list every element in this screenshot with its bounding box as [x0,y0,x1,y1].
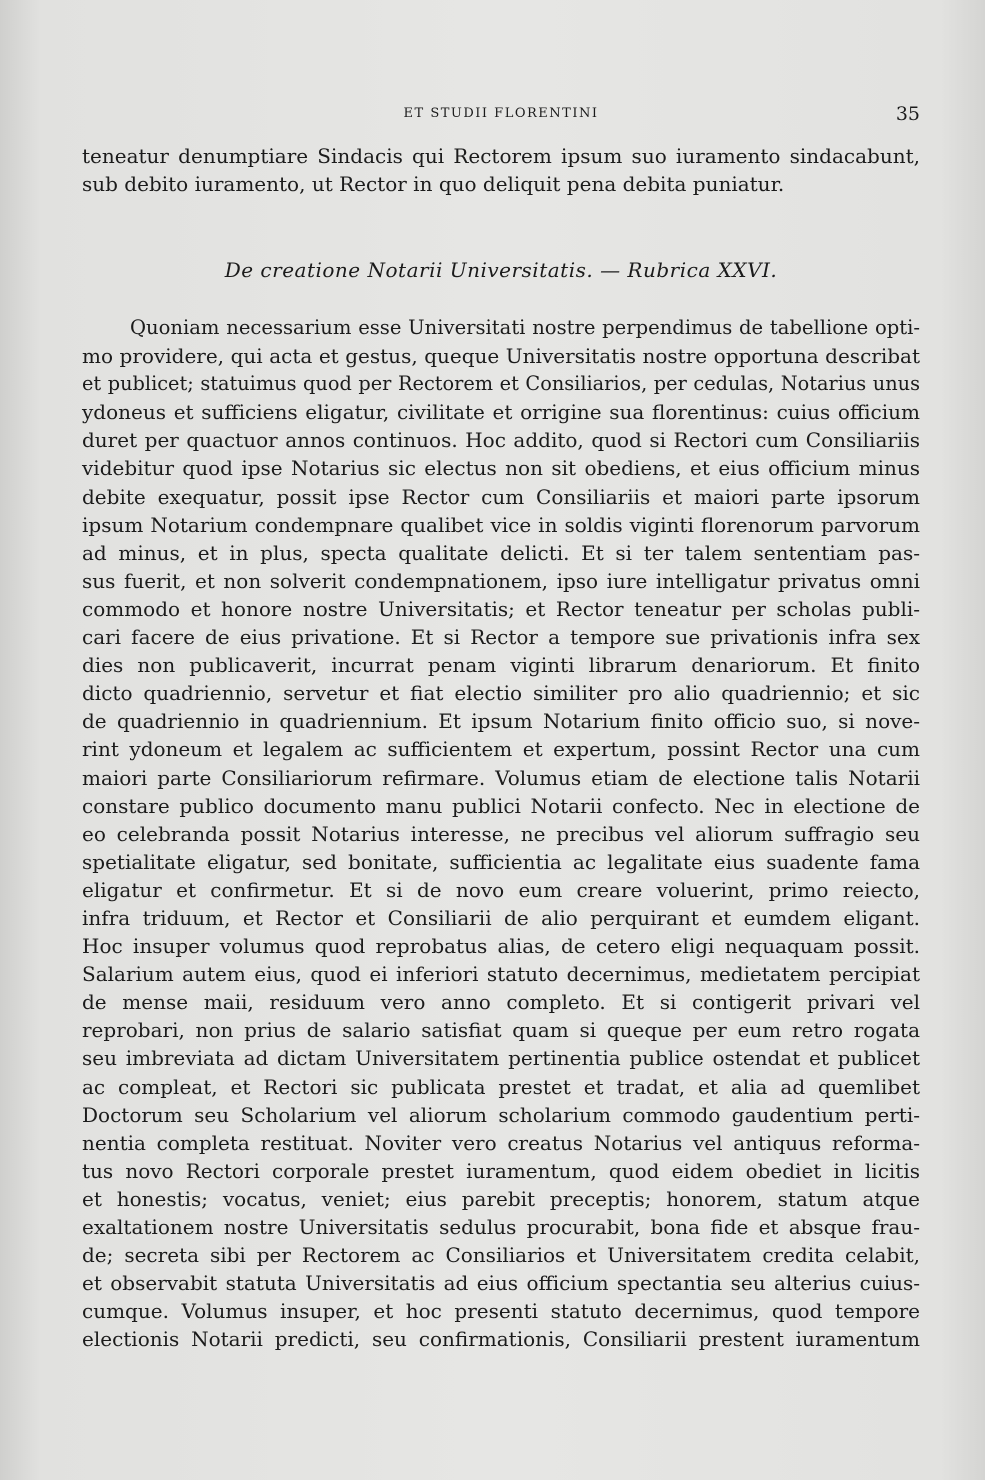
text-line: Quoniam necessarium esse Universitati nostre perpendimus de tabellione opti- [130,316,920,339]
text-line: de quadriennio in quadriennium. Et ipsum Notarium finito officio suo, si nove- [82,709,920,734]
text-line: rint ydoneum et legalem ac sufficientem et expertum, possint Rector una cum [82,737,920,762]
text-line: ydoneus et sufficiens eligatur, civilitate et orrigine sua florentinus: cuius officium [82,400,920,425]
text-line: Doctorum seu Scholarium vel aliorum scholarium commodo gaudentium perti- [82,1102,920,1127]
text-line: ad minus, et in plus, specta qualitate delicti. Et si ter talem sententiam pas- [82,540,920,565]
text-line: cari facere de eius privatione. Et si Rector a tempore sue privationis infra sex [82,625,920,650]
text-line: duret per quactuor annos continuos. Hoc addito, quod si Rectori cum Consiliariis [82,428,920,453]
text-line: electionis Notarii predicti, seu confirmationis, Consiliarii prestent iuramentum [82,1327,920,1352]
text-line: videbitur quod ipse Notarius sic electus non sit obediens, et eius officium minus [82,456,920,481]
text-line: ipsum Notarium condempnare qualibet vice in soldis viginti florenorum parvorum [82,512,920,537]
text-line: Salarium autem eius, quod ei inferiori statuto decernimus, medietatem percipiat [82,962,920,987]
text-line: commodo et honore nostre Universitatis; et Rector teneatur per scholas publi- [82,596,920,621]
text-line: seu imbreviata ad dictam Universitatem pertinentia publice ostendat et publicet [82,1046,920,1071]
running-head [82,103,920,127]
text-line: exaltationem nostre Universitatis sedulus procurabit, bona fide et absque frau- [82,1215,920,1239]
text-line: et honestis; vocatus, veniet; eius parebit preceptis; honorem, statum atque [82,1186,920,1211]
text-line: teneatur denumptiare Sindacis qui Rectorem ipsum suo iuramento sindacabunt, [82,144,920,168]
text-line: ac compleat, et Rectori sic publicata prestet et tradat, et alia ad quemlibet [82,1074,920,1099]
text-line: tus novo Rectori corporale prestet iuramentum, quod eidem obediet in licitis [82,1158,920,1183]
opening-paragraph [82,142,920,198]
text-line: eo celebranda possit Notarius interesse, ne precibus vel aliorum suffragio seu [82,821,920,846]
text-line: dicto quadriennio, servetur et fiat electio similiter pro alio quadriennio; et sic [82,681,920,706]
text-line: sus fuerit, et non solverit condempnationem, ipso iure intelligatur privatus omni [82,568,920,593]
text-line: eligatur et confirmetur. Et si de novo eum creare voluerint, primo reiecto, [82,877,920,902]
text-line: et observabit statuta Universitatis ad eius officium spectantia seu alterius cuius- [82,1271,920,1296]
text-line: Hoc insuper volumus quod reprobatus alias, de cetero eligi nequaquam possit. [82,934,920,959]
text-line: maiori parte Consiliariorum refirmare. Volumus etiam de electione talis Notarii [82,765,920,790]
text-line: sub debito iuramento, ut Rector in quo deliquit pena debita puniatur. [82,172,785,197]
text-line: mo providere, qui acta et gestus, queque Universitatis nostre opportuna describat [82,344,920,369]
text-line: debite exequatur, possit ipse Rector cum Consiliariis et maiori parte ipsorum [82,484,920,509]
text-line: de mense maii, residuum vero anno completo. Et si contigerit privari vel [82,990,920,1015]
text-line: spetialitate eligatur, sed bonitate, sufficientia ac legalitate eius suadente fama [82,849,920,874]
text-line: infra triduum, et Rector et Consiliarii de alio perquirant et eumdem eligant. [82,905,920,930]
page-number: 35 [895,103,920,125]
body-paragraph [82,314,920,1353]
text-line: et publicet; statuimus quod per Rectorem et Consiliarios, per cedulas, Notarius unus [82,372,920,396]
text-line: de; secreta sibi per Rectorem ac Consiliarios et Universitatem credita celabit, [82,1243,920,1268]
text-line: constare publico documento manu publici Notarii confecto. Nec in electione de [82,793,920,818]
text-line: reprobari, non prius de salario satisfiat quam si queque per eum retro rogata [82,1018,920,1043]
rubric-heading: De creatione Notarii Universitatis. — Rubrica XXVI. [224,258,778,282]
text-line: dies non publicaverit, incurrat penam viginti librarum denariorum. Et finito [82,653,920,678]
running-title: ET STUDII FLORENTINI [403,106,599,121]
text-line: nentia completa restituat. Noviter vero creatus Notarius vel antiquus reforma- [82,1130,920,1155]
text-line: cumque. Volumus insuper, et hoc presenti statuto decernimus, quod tempore [82,1299,920,1324]
